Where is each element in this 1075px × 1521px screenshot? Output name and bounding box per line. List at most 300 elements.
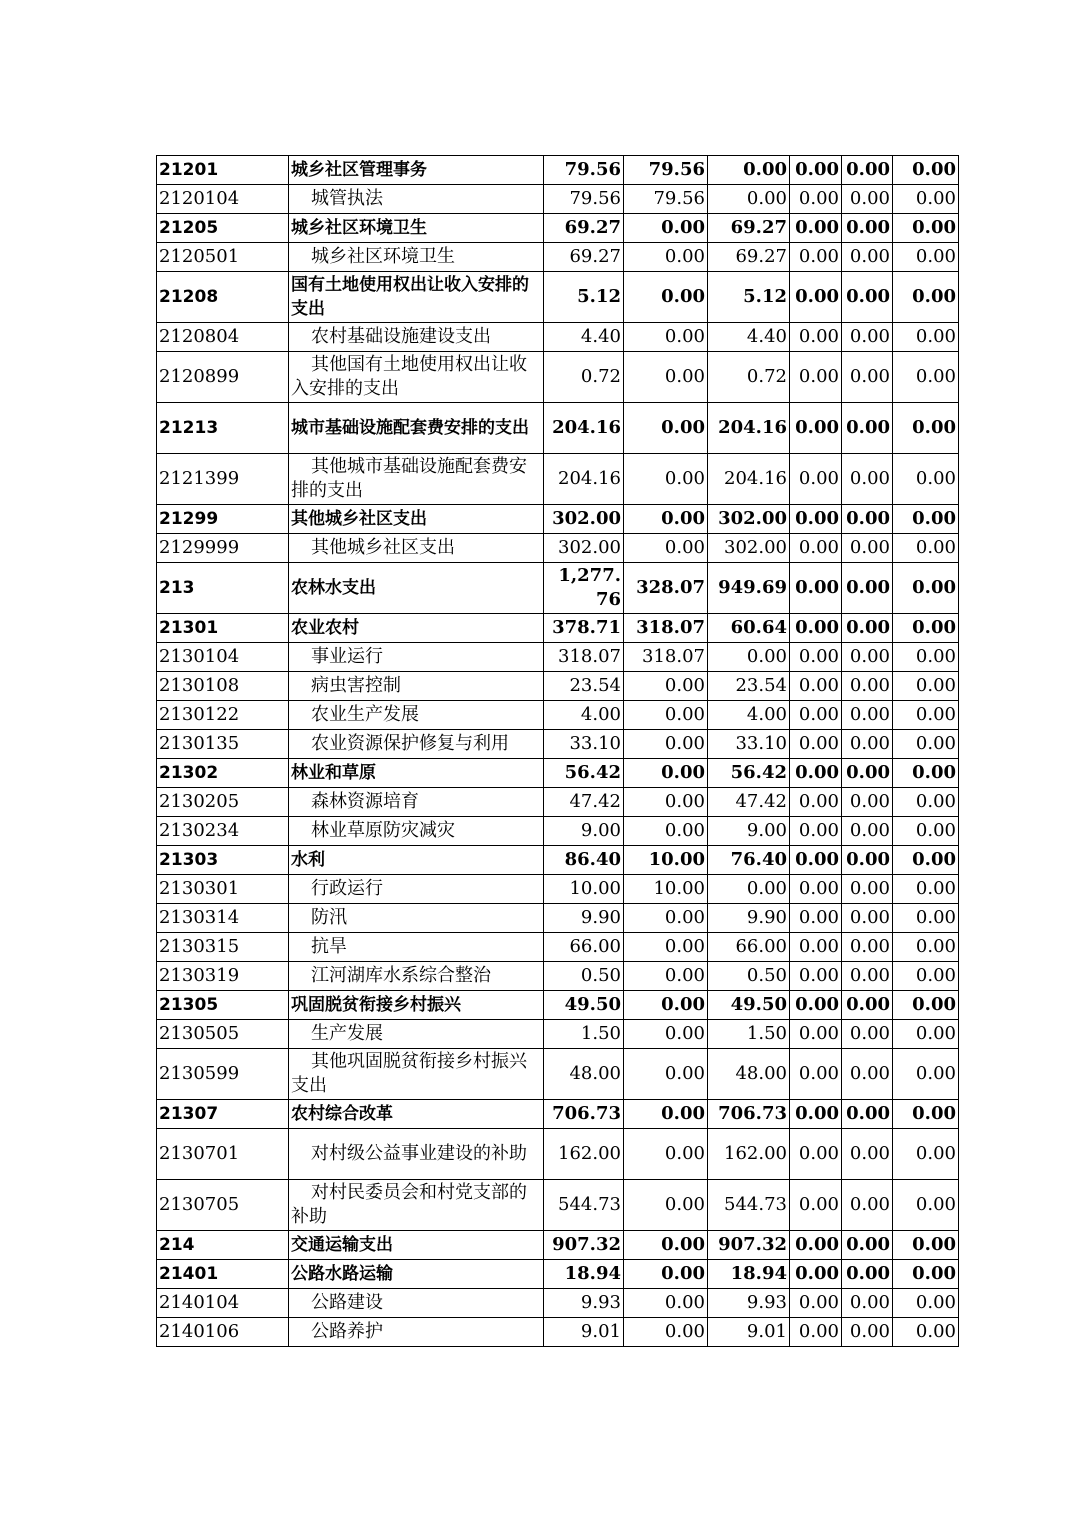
col5-amount: 0.00 [842,1129,893,1180]
col4-amount: 0.00 [790,991,842,1020]
project-amount: 907.32 [708,1231,790,1260]
total-amount: 0.50 [544,962,624,991]
col6-amount: 0.00 [893,214,959,243]
col4-amount: 0.00 [790,1129,842,1180]
table-row [157,672,959,701]
col5-amount: 0.00 [842,1260,893,1289]
item-code: 2130122 [157,701,289,730]
total-amount: 9.01 [544,1318,624,1347]
col6-amount: 0.00 [893,1289,959,1318]
project-amount: 23.54 [708,672,790,701]
col4-amount: 0.00 [790,454,842,505]
table-row [157,701,959,730]
total-amount: 86.40 [544,846,624,875]
item-code: 2130301 [157,875,289,904]
basic-amount: 0.00 [624,214,708,243]
item-name: 巩固脱贫衔接乡村振兴 [289,991,544,1020]
col4-amount: 0.00 [790,846,842,875]
col5-amount: 0.00 [842,672,893,701]
item-name: 江河湖库水系综合整治 [289,962,544,991]
col6-amount: 0.00 [893,505,959,534]
item-code: 21305 [157,991,289,1020]
col4-amount: 0.00 [790,933,842,962]
col6-amount: 0.00 [893,534,959,563]
col5-amount: 0.00 [842,534,893,563]
col5-amount: 0.00 [842,643,893,672]
col6-amount: 0.00 [893,962,959,991]
item-name: 城乡社区环境卫生 [289,214,544,243]
col5-amount: 0.00 [842,272,893,323]
item-code: 2130315 [157,933,289,962]
item-code: 2120804 [157,323,289,352]
basic-amount: 0.00 [624,534,708,563]
col5-amount: 0.00 [842,1289,893,1318]
col6-amount: 0.00 [893,730,959,759]
col5-amount: 0.00 [842,1020,893,1049]
item-code: 2130108 [157,672,289,701]
table-row [157,352,959,403]
item-name: 国有土地使用权出让收入安排的支出 [289,272,544,323]
total-amount: 18.94 [544,1260,624,1289]
table-row [157,875,959,904]
basic-amount: 0.00 [624,962,708,991]
project-amount: 47.42 [708,788,790,817]
item-code: 2140106 [157,1318,289,1347]
item-code: 21299 [157,505,289,534]
table-row [157,817,959,846]
project-amount: 204.16 [708,454,790,505]
total-amount: 1,277.76 [544,563,624,614]
item-code: 2130205 [157,788,289,817]
col4-amount: 0.00 [790,672,842,701]
col5-amount: 0.00 [842,454,893,505]
col4-amount: 0.00 [790,272,842,323]
table-row [157,403,959,454]
col4-amount: 0.00 [790,962,842,991]
total-amount: 706.73 [544,1100,624,1129]
table-row [157,1020,959,1049]
item-code: 2140104 [157,1289,289,1318]
item-name: 城市基础设施配套费安排的支出 [289,403,544,454]
col4-amount: 0.00 [790,563,842,614]
basic-amount: 0.00 [624,1020,708,1049]
item-code: 2130135 [157,730,289,759]
col5-amount: 0.00 [842,214,893,243]
item-name: 城乡社区环境卫生 [289,243,544,272]
table-row [157,614,959,643]
total-amount: 4.00 [544,701,624,730]
project-amount: 49.50 [708,991,790,1020]
item-code: 213 [157,563,289,614]
col5-amount: 0.00 [842,352,893,403]
project-amount: 0.00 [708,156,790,185]
project-amount: 69.27 [708,243,790,272]
basic-amount: 0.00 [624,817,708,846]
item-name: 农业生产发展 [289,701,544,730]
item-name: 对村民委员会和村党支部的补助 [289,1180,544,1231]
table-row [157,534,959,563]
basic-amount: 0.00 [624,243,708,272]
total-amount: 69.27 [544,214,624,243]
basic-amount: 318.07 [624,643,708,672]
col4-amount: 0.00 [790,505,842,534]
item-name: 农业农村 [289,614,544,643]
project-amount: 302.00 [708,505,790,534]
item-code: 2130505 [157,1020,289,1049]
total-amount: 1.50 [544,1020,624,1049]
item-name: 其他国有土地使用权出让收入安排的支出 [289,352,544,403]
table-row [157,788,959,817]
col6-amount: 0.00 [893,672,959,701]
col5-amount: 0.00 [842,1231,893,1260]
col4-amount: 0.00 [790,817,842,846]
col4-amount: 0.00 [790,1289,842,1318]
item-name: 水利 [289,846,544,875]
col6-amount: 0.00 [893,817,959,846]
col4-amount: 0.00 [790,214,842,243]
total-amount: 23.54 [544,672,624,701]
project-amount: 0.50 [708,962,790,991]
col5-amount: 0.00 [842,563,893,614]
item-code: 21213 [157,403,289,454]
basic-amount: 79.56 [624,156,708,185]
basic-amount: 0.00 [624,701,708,730]
item-name: 林业和草原 [289,759,544,788]
col5-amount: 0.00 [842,1180,893,1231]
item-name: 其他城市基础设施配套费安排的支出 [289,454,544,505]
total-amount: 5.12 [544,272,624,323]
total-amount: 49.50 [544,991,624,1020]
col4-amount: 0.00 [790,701,842,730]
col4-amount: 0.00 [790,1180,842,1231]
basic-amount: 0.00 [624,904,708,933]
total-amount: 4.40 [544,323,624,352]
project-amount: 48.00 [708,1049,790,1100]
basic-amount: 79.56 [624,185,708,214]
col5-amount: 0.00 [842,323,893,352]
col5-amount: 0.00 [842,933,893,962]
col4-amount: 0.00 [790,1049,842,1100]
table-row [157,1231,959,1260]
basic-amount: 0.00 [624,933,708,962]
project-amount: 0.00 [708,875,790,904]
total-amount: 9.90 [544,904,624,933]
project-amount: 69.27 [708,214,790,243]
basic-amount: 0.00 [624,991,708,1020]
item-code: 21302 [157,759,289,788]
col6-amount: 0.00 [893,1231,959,1260]
item-name: 其他巩固脱贫衔接乡村振兴支出 [289,1049,544,1100]
item-code: 2120899 [157,352,289,403]
col4-amount: 0.00 [790,1231,842,1260]
basic-amount: 328.07 [624,563,708,614]
col5-amount: 0.00 [842,730,893,759]
col5-amount: 0.00 [842,403,893,454]
project-amount: 0.00 [708,643,790,672]
project-amount: 9.00 [708,817,790,846]
col5-amount: 0.00 [842,1049,893,1100]
col6-amount: 0.00 [893,1020,959,1049]
col6-amount: 0.00 [893,1129,959,1180]
basic-amount: 10.00 [624,846,708,875]
total-amount: 47.42 [544,788,624,817]
total-amount: 10.00 [544,875,624,904]
col6-amount: 0.00 [893,904,959,933]
col6-amount: 0.00 [893,933,959,962]
table-row [157,991,959,1020]
table-row [157,904,959,933]
table-row [157,323,959,352]
expenditure-table [156,155,959,1347]
item-name: 对村级公益事业建设的补助 [289,1129,544,1180]
col5-amount: 0.00 [842,701,893,730]
item-code: 2121399 [157,454,289,505]
table-row [157,1100,959,1129]
total-amount: 204.16 [544,454,624,505]
total-amount: 204.16 [544,403,624,454]
item-code: 2130705 [157,1180,289,1231]
project-amount: 9.90 [708,904,790,933]
table-row [157,643,959,672]
item-code: 2120501 [157,243,289,272]
basic-amount: 0.00 [624,1129,708,1180]
basic-amount: 0.00 [624,454,708,505]
basic-amount: 0.00 [624,672,708,701]
col6-amount: 0.00 [893,1100,959,1129]
table-row [157,1049,959,1100]
project-amount: 56.42 [708,759,790,788]
col6-amount: 0.00 [893,403,959,454]
col5-amount: 0.00 [842,614,893,643]
project-amount: 4.40 [708,323,790,352]
col5-amount: 0.00 [842,185,893,214]
table-row [157,933,959,962]
item-code: 2130319 [157,962,289,991]
item-name: 林业草原防灾减灾 [289,817,544,846]
item-code: 2120104 [157,185,289,214]
project-amount: 0.00 [708,185,790,214]
col4-amount: 0.00 [790,730,842,759]
col6-amount: 0.00 [893,1049,959,1100]
total-amount: 79.56 [544,156,624,185]
basic-amount: 0.00 [624,403,708,454]
col6-amount: 0.00 [893,846,959,875]
item-name: 公路水路运输 [289,1260,544,1289]
table-row [157,243,959,272]
item-code: 21401 [157,1260,289,1289]
table-row [157,1180,959,1231]
col5-amount: 0.00 [842,846,893,875]
item-code: 2130104 [157,643,289,672]
col4-amount: 0.00 [790,185,842,214]
basic-amount: 0.00 [624,1100,708,1129]
item-code: 2130701 [157,1129,289,1180]
basic-amount: 0.00 [624,1231,708,1260]
project-amount: 9.93 [708,1289,790,1318]
item-name: 农村基础设施建设支出 [289,323,544,352]
total-amount: 9.00 [544,817,624,846]
table-row [157,454,959,505]
table-row [157,272,959,323]
project-amount: 162.00 [708,1129,790,1180]
table-row [157,846,959,875]
project-amount: 33.10 [708,730,790,759]
col5-amount: 0.00 [842,788,893,817]
col6-amount: 0.00 [893,156,959,185]
item-code: 21201 [157,156,289,185]
col6-amount: 0.00 [893,454,959,505]
total-amount: 56.42 [544,759,624,788]
col6-amount: 0.00 [893,643,959,672]
col5-amount: 0.00 [842,875,893,904]
basic-amount: 0.00 [624,1180,708,1231]
basic-amount: 0.00 [624,1318,708,1347]
col5-amount: 0.00 [842,759,893,788]
col5-amount: 0.00 [842,243,893,272]
item-code: 21307 [157,1100,289,1129]
col5-amount: 0.00 [842,156,893,185]
col5-amount: 0.00 [842,1100,893,1129]
col5-amount: 0.00 [842,505,893,534]
total-amount: 79.56 [544,185,624,214]
col4-amount: 0.00 [790,614,842,643]
col4-amount: 0.00 [790,643,842,672]
item-code: 21208 [157,272,289,323]
col6-amount: 0.00 [893,1260,959,1289]
col5-amount: 0.00 [842,1318,893,1347]
project-amount: 5.12 [708,272,790,323]
col6-amount: 0.00 [893,185,959,214]
table-row [157,1129,959,1180]
project-amount: 0.72 [708,352,790,403]
table-row [157,563,959,614]
total-amount: 48.00 [544,1049,624,1100]
total-amount: 907.32 [544,1231,624,1260]
basic-amount: 0.00 [624,730,708,759]
col6-amount: 0.00 [893,614,959,643]
total-amount: 302.00 [544,505,624,534]
project-amount: 60.64 [708,614,790,643]
project-amount: 302.00 [708,534,790,563]
basic-amount: 0.00 [624,1260,708,1289]
col4-amount: 0.00 [790,1020,842,1049]
item-name: 防汛 [289,904,544,933]
basic-amount: 0.00 [624,759,708,788]
item-code: 2130234 [157,817,289,846]
project-amount: 1.50 [708,1020,790,1049]
col5-amount: 0.00 [842,991,893,1020]
total-amount: 0.72 [544,352,624,403]
basic-amount: 0.00 [624,272,708,323]
item-name: 农村综合改革 [289,1100,544,1129]
item-name: 生产发展 [289,1020,544,1049]
col4-amount: 0.00 [790,352,842,403]
table-row [157,1289,959,1318]
item-code: 21303 [157,846,289,875]
col4-amount: 0.00 [790,323,842,352]
table-row [157,505,959,534]
col5-amount: 0.00 [842,817,893,846]
item-name: 公路建设 [289,1289,544,1318]
col6-amount: 0.00 [893,759,959,788]
project-amount: 544.73 [708,1180,790,1231]
project-amount: 76.40 [708,846,790,875]
table-row [157,759,959,788]
total-amount: 69.27 [544,243,624,272]
item-code: 2130599 [157,1049,289,1100]
total-amount: 378.71 [544,614,624,643]
col4-amount: 0.00 [790,1100,842,1129]
basic-amount: 0.00 [624,352,708,403]
col4-amount: 0.00 [790,759,842,788]
project-amount: 949.69 [708,563,790,614]
col6-amount: 0.00 [893,272,959,323]
item-code: 21301 [157,614,289,643]
project-amount: 66.00 [708,933,790,962]
col4-amount: 0.00 [790,1318,842,1347]
item-code: 21205 [157,214,289,243]
total-amount: 9.93 [544,1289,624,1318]
table-row [157,1318,959,1347]
table-row [157,962,959,991]
basic-amount: 10.00 [624,875,708,904]
basic-amount: 318.07 [624,614,708,643]
col6-amount: 0.00 [893,1180,959,1231]
basic-amount: 0.00 [624,1049,708,1100]
item-name: 行政运行 [289,875,544,904]
item-name: 其他城乡社区支出 [289,534,544,563]
project-amount: 706.73 [708,1100,790,1129]
item-name: 城乡社区管理事务 [289,156,544,185]
col6-amount: 0.00 [893,991,959,1020]
total-amount: 544.73 [544,1180,624,1231]
col4-amount: 0.00 [790,788,842,817]
basic-amount: 0.00 [624,788,708,817]
item-name: 交通运输支出 [289,1231,544,1260]
basic-amount: 0.00 [624,1289,708,1318]
item-name: 城管执法 [289,185,544,214]
item-code: 2130314 [157,904,289,933]
table-row [157,1260,959,1289]
table-row [157,185,959,214]
basic-amount: 0.00 [624,505,708,534]
col6-amount: 0.00 [893,323,959,352]
col4-amount: 0.00 [790,534,842,563]
col6-amount: 0.00 [893,788,959,817]
total-amount: 66.00 [544,933,624,962]
col4-amount: 0.00 [790,1260,842,1289]
col6-amount: 0.00 [893,563,959,614]
item-name: 抗旱 [289,933,544,962]
item-name: 事业运行 [289,643,544,672]
item-name: 农林水支出 [289,563,544,614]
item-name: 森林资源培育 [289,788,544,817]
col4-amount: 0.00 [790,243,842,272]
col4-amount: 0.00 [790,904,842,933]
table-row [157,156,959,185]
item-code: 2129999 [157,534,289,563]
item-name: 病虫害控制 [289,672,544,701]
total-amount: 318.07 [544,643,624,672]
project-amount: 18.94 [708,1260,790,1289]
col4-amount: 0.00 [790,156,842,185]
col5-amount: 0.00 [842,962,893,991]
col6-amount: 0.00 [893,701,959,730]
col4-amount: 0.00 [790,875,842,904]
item-name: 公路养护 [289,1318,544,1347]
project-amount: 4.00 [708,701,790,730]
col6-amount: 0.00 [893,1318,959,1347]
